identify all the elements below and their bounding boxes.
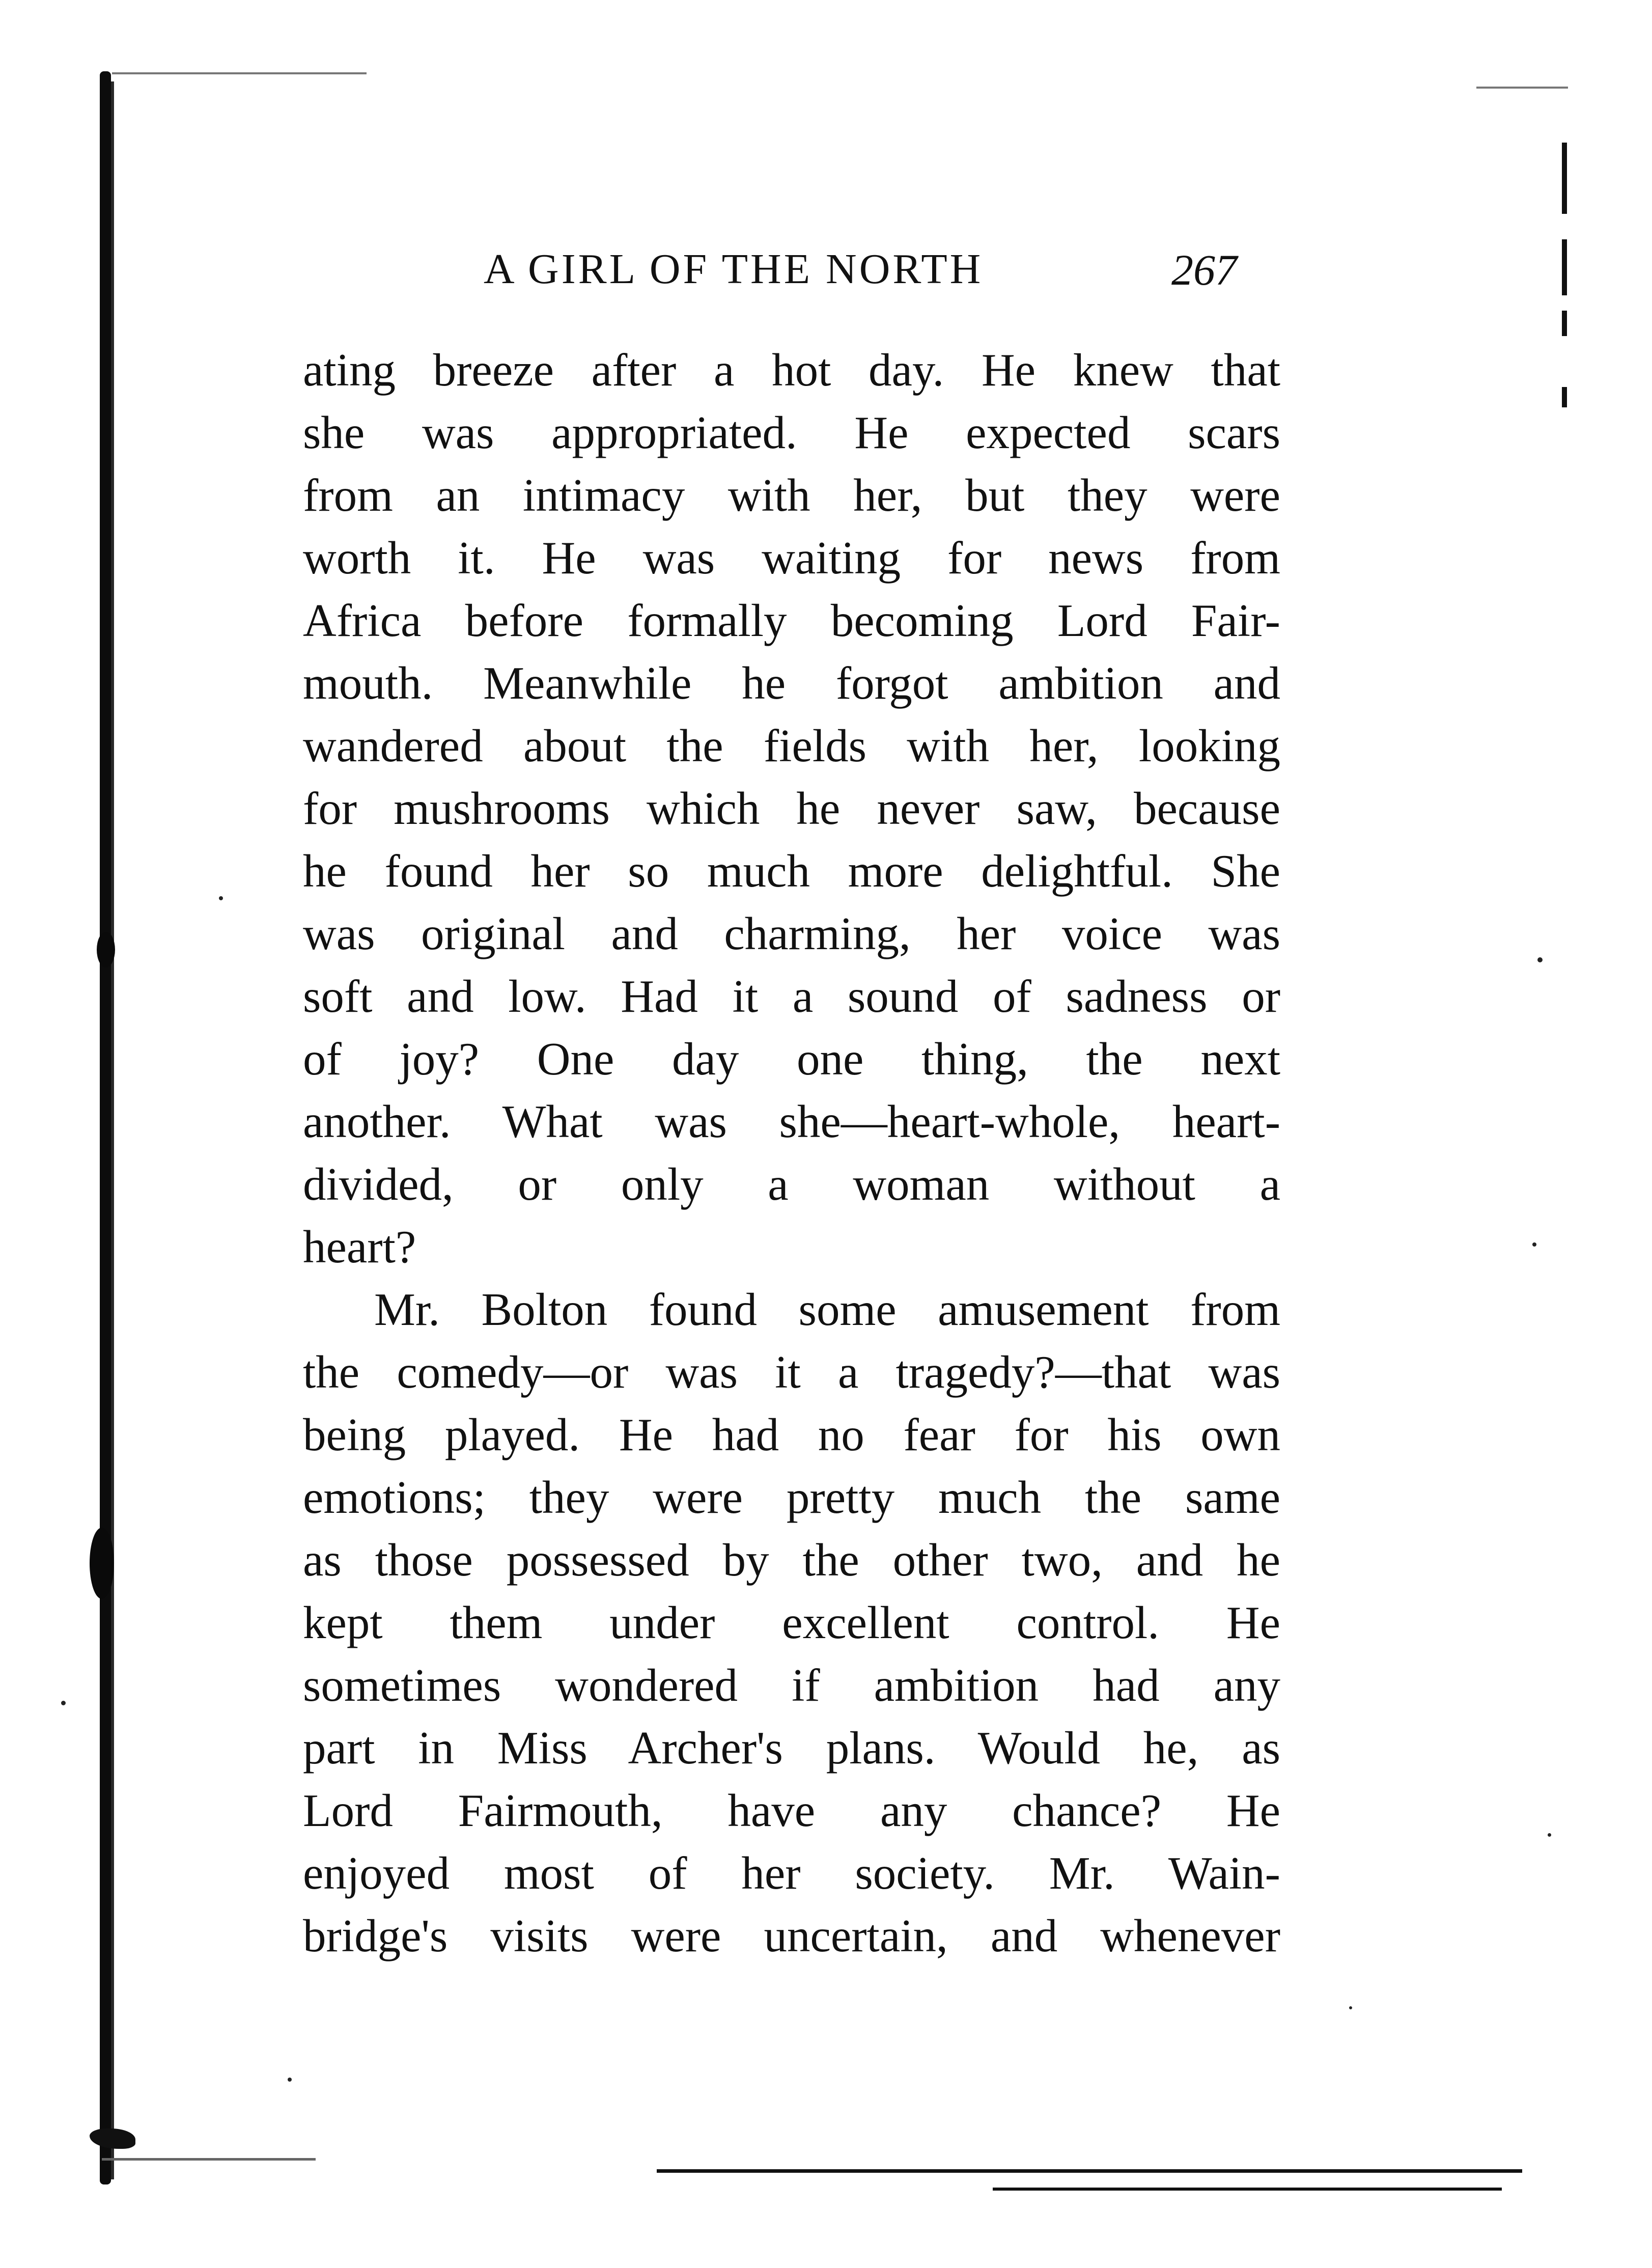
binding-edge-shadow	[111, 81, 114, 2179]
text-line: being played. He had no fear for his own	[303, 1409, 1280, 1460]
text-line: he found her so much more delightful. She	[303, 845, 1280, 897]
edge-mark	[1562, 239, 1567, 295]
binding-edge	[100, 71, 111, 2184]
text-line: for mushrooms which he never saw, because	[303, 783, 1280, 834]
text-line: divided, or only a woman without a	[303, 1158, 1280, 1210]
page-number: 267	[1171, 245, 1237, 294]
text-line: wandered about the fields with her, looking	[303, 720, 1280, 771]
speck	[288, 2078, 292, 2082]
paragraph	[303, 339, 1280, 1278]
top-edge-speckle	[1476, 87, 1568, 89]
text-line: the comedy—or was it a tragedy?—that was	[303, 1346, 1280, 1398]
body-text	[303, 339, 1280, 1967]
running-title: A GIRL OF THE NORTH	[484, 245, 984, 293]
binding-foot-mark	[90, 2128, 135, 2149]
text-line: kept them under excellent control. He	[303, 1597, 1280, 1648]
running-head	[484, 244, 1237, 306]
bottom-speckle	[102, 2158, 316, 2161]
text-line: she was appropriated. He expected scars	[303, 407, 1280, 458]
speck	[219, 896, 223, 900]
speck	[1532, 1242, 1536, 1247]
bottom-rule	[993, 2188, 1502, 2191]
text-line: Africa before formally becoming Lord Fair-	[303, 595, 1280, 646]
text-line: mouth. Meanwhile he forgot ambition and	[303, 657, 1280, 709]
speck	[61, 1701, 66, 1705]
text-line: of joy? One day one thing, the next	[303, 1033, 1280, 1085]
text-line: worth it. He was waiting for news from	[303, 532, 1280, 584]
top-edge-speckle	[112, 72, 367, 74]
bottom-rule	[657, 2169, 1522, 2173]
text-line: as those possessed by the other two, and he	[303, 1534, 1280, 1586]
speck	[1548, 1833, 1551, 1837]
text-line: heart?	[303, 1221, 416, 1273]
speck	[1537, 957, 1543, 962]
ink-blot	[90, 1528, 114, 1599]
text-line: part in Miss Archer's plans. Would he, as	[303, 1722, 1280, 1774]
text-line: another. What was she—heart-whole, heart-	[303, 1096, 1280, 1147]
text-line: ating breeze after a hot day. He knew that	[303, 344, 1280, 396]
text-line: enjoyed most of her society. Mr. Wain-	[303, 1847, 1280, 1899]
edge-mark	[1562, 387, 1567, 407]
speck	[1349, 2006, 1352, 2009]
edge-mark	[1562, 143, 1567, 214]
text-line: Mr. Bolton found some amusement from	[374, 1284, 1280, 1335]
text-line: from an intimacy with her, but they were	[303, 469, 1280, 521]
text-line: Lord Fairmouth, have any chance? He	[303, 1785, 1280, 1836]
edge-mark	[1562, 311, 1567, 336]
text-line: sometimes wondered if ambition had any	[303, 1659, 1280, 1711]
text-line: bridge's visits were uncertain, and whenever	[303, 1910, 1280, 1961]
paragraph	[303, 1278, 1280, 1967]
text-line: was original and charming, her voice was	[303, 908, 1280, 959]
ink-blot	[97, 932, 115, 967]
text-line: soft and low. Had it a sound of sadness or	[303, 971, 1280, 1022]
text-line: emotions; they were pretty much the same	[303, 1472, 1280, 1523]
